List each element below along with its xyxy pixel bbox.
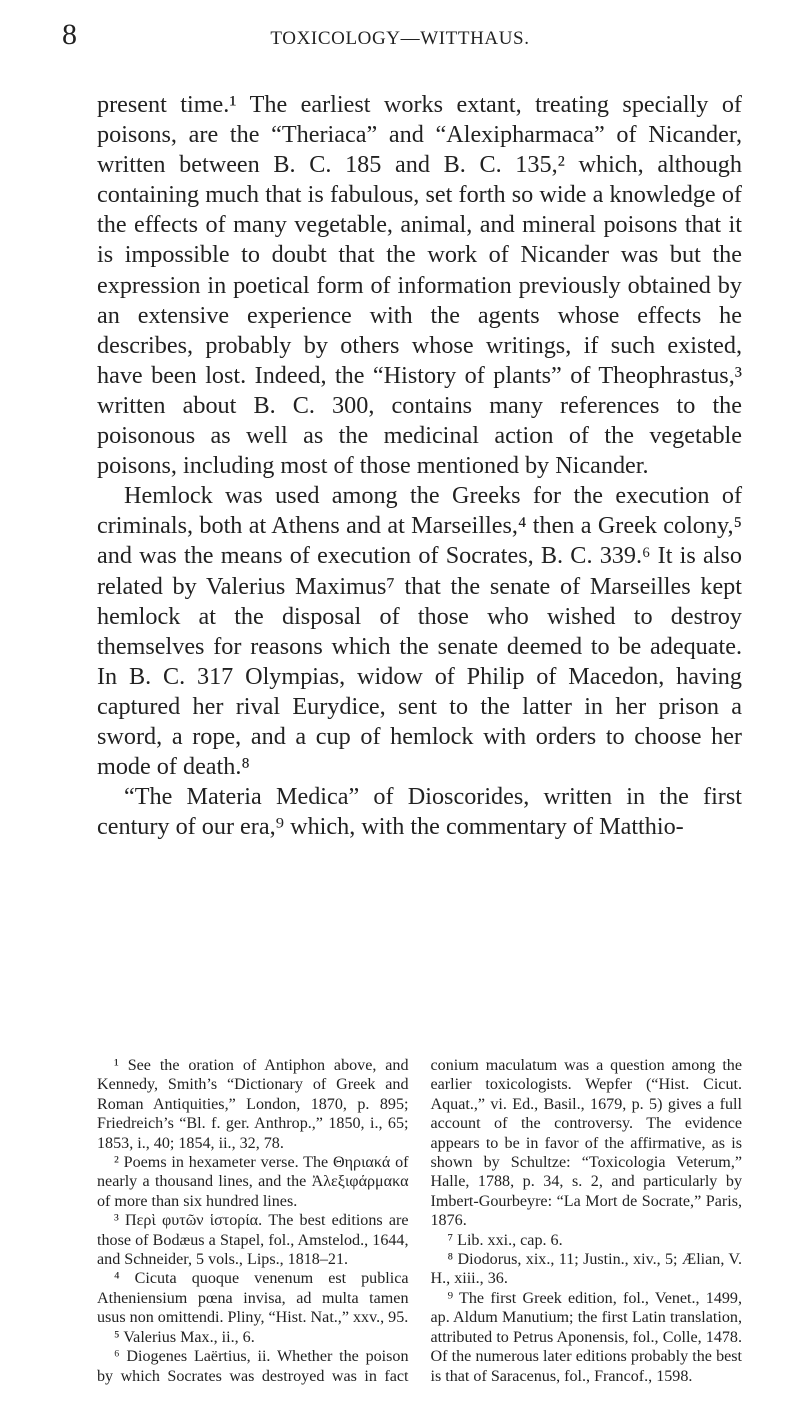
footnote: ⁵ Valerius Max., ii., 6. <box>114 1328 255 1346</box>
footnote: ⁴ Cicuta quoque venenum est publica Atheniensium pœna invisa, ad multa tamen usus non omittendi. Pliny, “Hist. Nat.,” xxv., 95. <box>97 1270 409 1327</box>
running-title: TOXICOLOGY—WITTHAUS. <box>270 28 530 49</box>
footnotes <box>97 1056 742 1392</box>
footnote: ⁶ Diogenes Laërtius, ii. Whether the poison by which Socrates was destroyed was in fact conium maculatum was a question among the earlier toxicologists. Wepfer (“Hist. Cicut. Aquat.,” vi. Ed., Basil., 1679, p. 5) gives a full account of the controversy. The evidence appears to be in favor of the affirmative, as is shown by Schultze: “Toxicologia Veterum,” Halle, 1788, p. 34, s. 2, and particularly by Imbert-Gourbeyre: “La Mort de Socrate,” Paris, 1876. <box>97 1057 742 1385</box>
paragraph: present time.¹ The earliest works extant, treating specially of poisons, are the “Theriaca” and “Alexipharmaca” of Nicander, written between B. C. 185 and B. C. 135,² which, although containing much that is fabulous, set forth so wide a knowledge of the effects of many vegetable, animal, and mineral poisons that it is impossible to doubt that the work of Nicander was but the expression in poetical form of information previously obtained by an extensive experience with the agents whose effects he describes, probably by others whose writings, if such existed, have been lost. Indeed, the “History of plants” of Theophrastus,³ written about B. C. 300, contains many references to the poisonous as well as the medicinal action of the vegetable poisons, including most of those mentioned by Nicander. <box>97 91 742 480</box>
body-text <box>97 90 742 842</box>
paragraph: “The Materia Medica” of Dioscorides, written in the first century of our era,⁹ which, with the commentary of Matthio- <box>97 783 742 841</box>
footnote: ² Poems in hexameter verse. The Θηριακά of nearly a thousand lines, and the Ἀλεξιφάρμακα of more than six hundred lines. <box>97 1154 409 1210</box>
footnote: ⁷ Lib. xxi., cap. 6. <box>447 1231 563 1249</box>
footnote: ³ Περὶ φυτῶν ἱστορία. The best editions are those of Bodæus a Stapel, fol., Amstelod., 1644, and Schneider, 5 vols., Lips., 1818–21. <box>97 1212 409 1269</box>
footnote: ¹ See the oration of Antiphon above, and Kennedy, Smith’s “Dictionary of Greek and Roman Antiquities,” London, 1870, p. 895; Friedreich’s “Bl. f. ger. Anthrop.,” 1850, i., 65; 1853, i., 40; 1854, ii., 32, 78. <box>97 1057 409 1152</box>
footnote: ⁹ The first Greek edition, fol., Venet., 1499, ap. Aldum Manutium; the first Latin translation, attributed to Petrus Aponensis, fol., Colle, 1478. Of the numerous later editions probably the best is that of Saracenus, fol., Francof., 1598. <box>430 1289 742 1385</box>
footnote: ⁸ Diodorus, xix., 11; Justin., xiv., 5; Ælian, V. H., xiii., 36. <box>430 1251 742 1288</box>
page-number: 8 <box>62 18 77 51</box>
paragraph: Hemlock was used among the Greeks for the execution of criminals, both at Athens and at Marseilles,⁴ then a Greek colony,⁵ and was the means of execution of Socrates, B. C. 339.⁶ It is also related by Valerius Maximus⁷ that the senate of Marseilles kept hemlock at the disposal of those who wished to destroy themselves for reasons which the senate deemed to be adequate. In B. C. 317 Olympias, widow of Philip of Macedon, having captured her rival Eurydice, sent to the latter in her prison a sword, a rope, and a cup of hemlock with orders to choose her mode of death.⁸ <box>97 482 742 781</box>
